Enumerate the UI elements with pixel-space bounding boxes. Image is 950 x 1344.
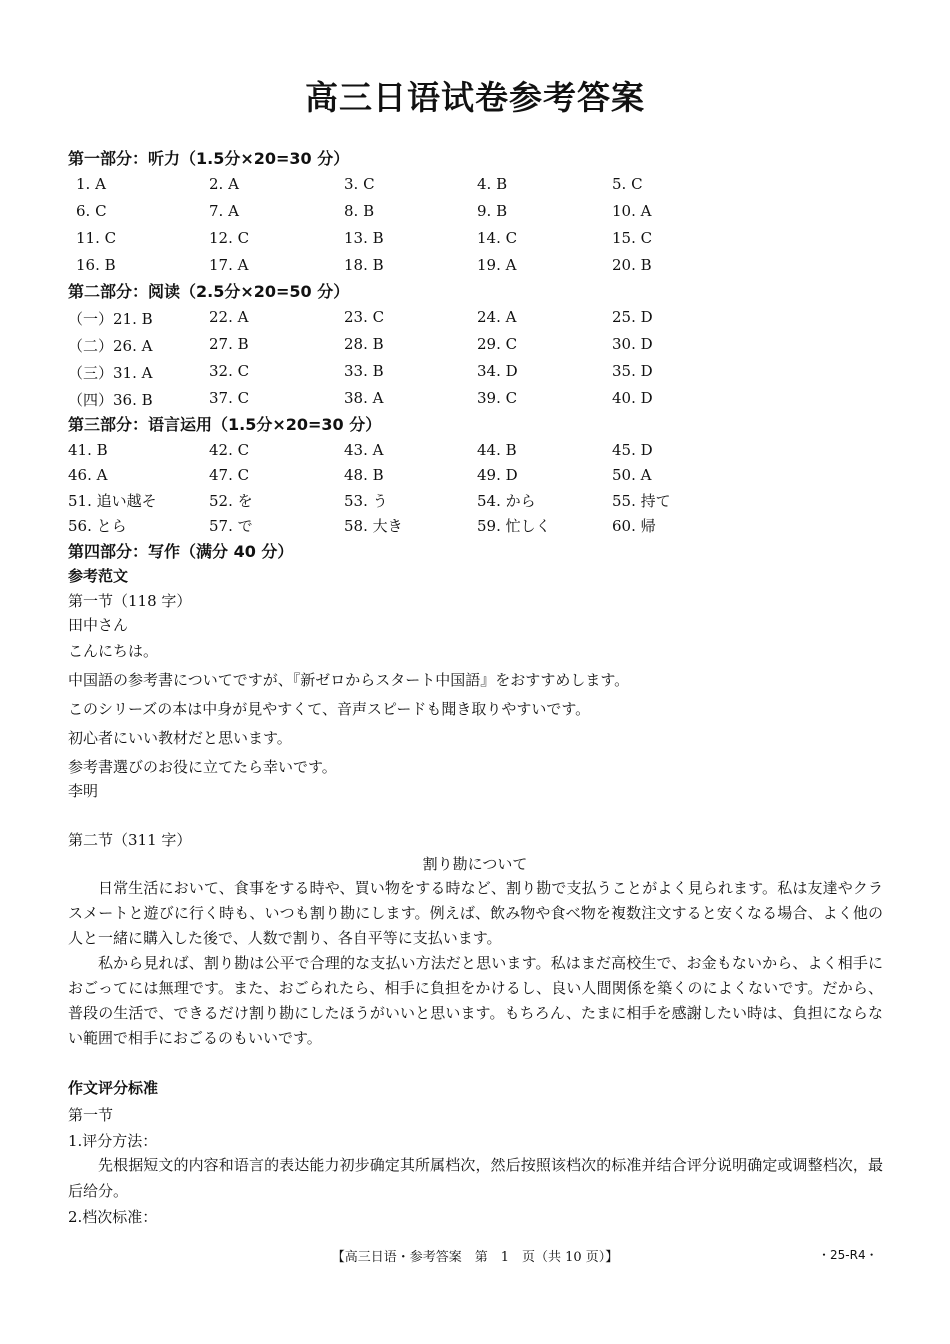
letter-line: 田中さん xyxy=(68,616,129,634)
sample-label: 参考范文 xyxy=(68,567,129,585)
answer-item: 10. A xyxy=(612,202,652,220)
answer-item: （四）36. B xyxy=(68,391,153,409)
answer-item: 18. B xyxy=(344,256,384,274)
letter-line: 初心者にいい教材だと思います。 xyxy=(68,729,292,747)
answer-item: 19. A xyxy=(477,256,517,274)
answer-item: 47. C xyxy=(209,466,250,484)
answer-item: 53. う xyxy=(344,492,388,510)
answer-item: （三）31. A xyxy=(68,364,153,382)
answer-item: 25. D xyxy=(612,308,653,326)
answer-item: 13. B xyxy=(344,229,384,247)
answer-item: 8. B xyxy=(344,202,375,220)
section2-label: 第二节（311 字） xyxy=(68,831,192,849)
answer-item: 6. C xyxy=(76,202,107,220)
answer-item: 60. 帰 xyxy=(612,517,656,535)
paper-code: ・25-R4・ xyxy=(818,1248,878,1262)
part3-heading: 第三部分：语言运用（1.5分×20=30 分） xyxy=(68,415,382,434)
answer-item: 59. 忙しく xyxy=(477,517,551,535)
answer-item: 49. D xyxy=(477,466,518,484)
answer-item: 37. C xyxy=(209,389,250,407)
part1-heading: 第一部分：听力（1.5分×20=30 分） xyxy=(68,149,350,168)
answer-item: 54. から xyxy=(477,492,536,510)
page-title: 高三日语试卷参考答案 xyxy=(305,78,645,117)
answer-item: 22. A xyxy=(209,308,249,326)
answer-item: 11. C xyxy=(76,229,117,247)
answer-item: 33. B xyxy=(344,362,384,380)
answer-item: 15. C xyxy=(612,229,653,247)
answer-item: 16. B xyxy=(76,256,116,274)
answer-item: 39. C xyxy=(477,389,518,407)
answer-item: 23. C xyxy=(344,308,385,326)
criteria-item-1: 1.评分方法： xyxy=(68,1132,158,1150)
letter-line: 中国語の参考書についてですが、『新ゼロからスタート中国語』をおすすめします。 xyxy=(68,671,630,689)
answer-item: 29. C xyxy=(477,335,518,353)
answer-item: 32. C xyxy=(209,362,250,380)
letter-line: 李明 xyxy=(68,782,99,800)
answer-item: 38. A xyxy=(344,389,384,407)
essay-title: 割り勘について xyxy=(422,855,528,873)
answer-item: 43. A xyxy=(344,441,384,459)
answer-item: 57. で xyxy=(209,517,253,535)
answer-item: 45. D xyxy=(612,441,653,459)
answer-item: 4. B xyxy=(477,175,508,193)
criteria-heading: 作文评分标准 xyxy=(68,1079,159,1097)
answer-item: 5. C xyxy=(612,175,643,193)
letter-line: このシリーズの本は中身が見やすくて、音声スピードも聞き取りやすいです。 xyxy=(68,700,591,718)
page-footer: 【高三日语・参考答案 第 1 页（共 10 页）】 xyxy=(331,1250,619,1265)
part4-heading: 第四部分：写作（满分 40 分） xyxy=(68,542,294,561)
answer-item: 24. A xyxy=(477,308,517,326)
answer-item: 52. を xyxy=(209,492,253,510)
answer-item: 12. C xyxy=(209,229,250,247)
answer-item: 1. A xyxy=(76,175,106,193)
answer-item: 28. B xyxy=(344,335,384,353)
answer-item: 40. D xyxy=(612,389,653,407)
answer-item: 3. C xyxy=(344,175,375,193)
answer-item: 14. C xyxy=(477,229,518,247)
answer-item: （一）21. B xyxy=(68,310,153,328)
letter-line: こんにちは。 xyxy=(68,642,159,660)
answer-item: 17. A xyxy=(209,256,249,274)
answer-item: 56. とら xyxy=(68,517,127,535)
answer-item: 46. A xyxy=(68,466,108,484)
answer-item: 50. A xyxy=(612,466,652,484)
answer-item: 48. B xyxy=(344,466,384,484)
answer-item: 7. A xyxy=(209,202,239,220)
answer-item: 41. B xyxy=(68,441,108,459)
answer-item: 44. B xyxy=(477,441,517,459)
answer-item: 55. 持て xyxy=(612,492,671,510)
answer-item: 42. C xyxy=(209,441,250,459)
answer-item: 30. D xyxy=(612,335,653,353)
section1-label: 第一节（118 字） xyxy=(68,592,192,610)
criteria-item-1-text: 先根据短文的内容和语言的表达能力初步确定其所属档次，然后按照该档次的标准并结合评分说明确定或调整档次，最后给分。 xyxy=(68,1156,883,1200)
answer-item: 20. B xyxy=(612,256,652,274)
part2-heading: 第二部分：阅读（2.5分×20=50 分） xyxy=(68,282,350,301)
answer-item: 2. A xyxy=(209,175,239,193)
essay-paragraph: 日常生活において、食事をする時や、買い物をする時など、割り勘で支払うことがよく見られます。私は友達やクラスメートと遊びに行く時も、いつも割り勘にします。例えば、飲み物や食べ物を複数注文すると安くなる場合、よく他の人と一緒に購入した後で、人数で割り、各自平等に支払います。 xyxy=(68,879,883,947)
answer-item: 35. D xyxy=(612,362,653,380)
answer-item: （二）26. A xyxy=(68,337,153,355)
answer-item: 34. D xyxy=(477,362,518,380)
letter-line: 参考書選びのお役に立てたら幸いです。 xyxy=(68,758,337,776)
answer-item: 9. B xyxy=(477,202,508,220)
answer-item: 58. 大き xyxy=(344,517,403,535)
criteria-section-label: 第一节 xyxy=(68,1106,114,1124)
essay-paragraph: 私から見れば、割り勘は公平で合理的な支払い方法だと思います。私はまだ高校生で、お金もないから、よく相手におごってには無理です。また、おごられたら、相手に負担をかけるし、良い人間関係を築くのによくないです。だから、普段の生活で、できるだけ割り勘にしたほうがいいと思います。もちろん、たまに相手を感謝したい時は、負担にならない範囲で相手におごるのもいいです。 xyxy=(68,954,883,1047)
answer-item: 51. 追い越そ xyxy=(68,492,157,510)
answer-item: 27. B xyxy=(209,335,249,353)
criteria-item-2: 2.档次标准： xyxy=(68,1208,158,1226)
